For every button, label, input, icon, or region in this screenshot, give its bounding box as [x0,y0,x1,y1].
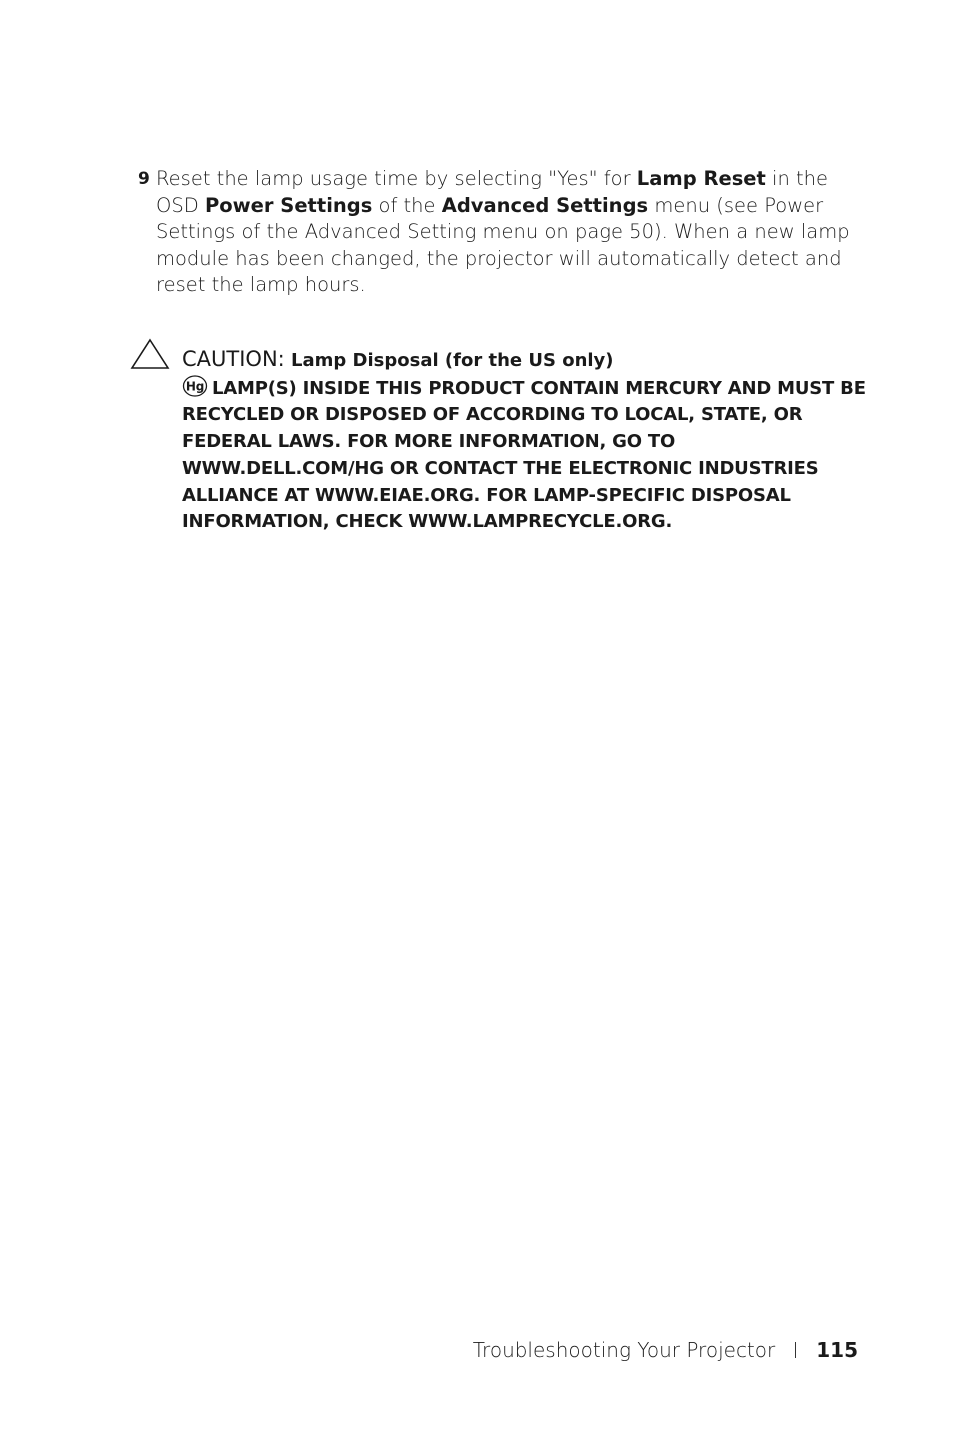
caution-triangle-icon [130,338,170,370]
caution-heading [182,346,882,375]
advanced-settings-term: Advanced Settings [441,193,649,217]
caution-label: CAUTION: [182,347,285,371]
caution-text [182,375,882,536]
lamp-reset-term: Lamp Reset [636,167,766,190]
step-text-part-1: Reset the lamp usage time by selecting "Yes" for [156,167,637,190]
page-footer [473,1336,858,1364]
caution-title: Lamp Disposal (for the US only) [284,350,614,371]
hg-icon-label: Hg [185,379,205,394]
step-text [156,166,868,299]
step-text-part-3: of the [372,193,442,217]
page-number: 115 [816,1338,858,1362]
mercury-hg-icon [182,375,208,397]
caution-body: LAMP(S) INSIDE THIS PRODUCT CONTAIN MERCURY AND MUST BE RECYCLED OR DISPOSED OF ACCORDING TO LOCAL, STATE, OR FEDERAL LAWS. FOR MORE INFORMATION, GO TO WWW.DELL.COM/HG OR CONTACT THE ELECTRONIC INDUSTRIES ALLIANCE AT WWW.EIAE.ORG. FOR LAMP-SPECIFIC DISPOSAL INFORMATION, CHECK WWW.LAMPRECYCLE.ORG. [182,377,866,533]
step-9 [138,166,868,299]
footer-section-title: Troubleshooting Your Projector [472,1338,776,1362]
step-text-part-2: in the OSD [156,167,829,217]
caution-block [182,346,882,536]
footer-divider [795,1342,796,1358]
step-text-part-4: menu (see Power Settings of the Advanced Setting menu on page 50). When a new lamp module has been changed, the projector will automatically detect and reset the lamp hours. [156,193,850,296]
power-settings-term: Power Settings [204,193,373,217]
step-number: 9 [138,169,150,189]
